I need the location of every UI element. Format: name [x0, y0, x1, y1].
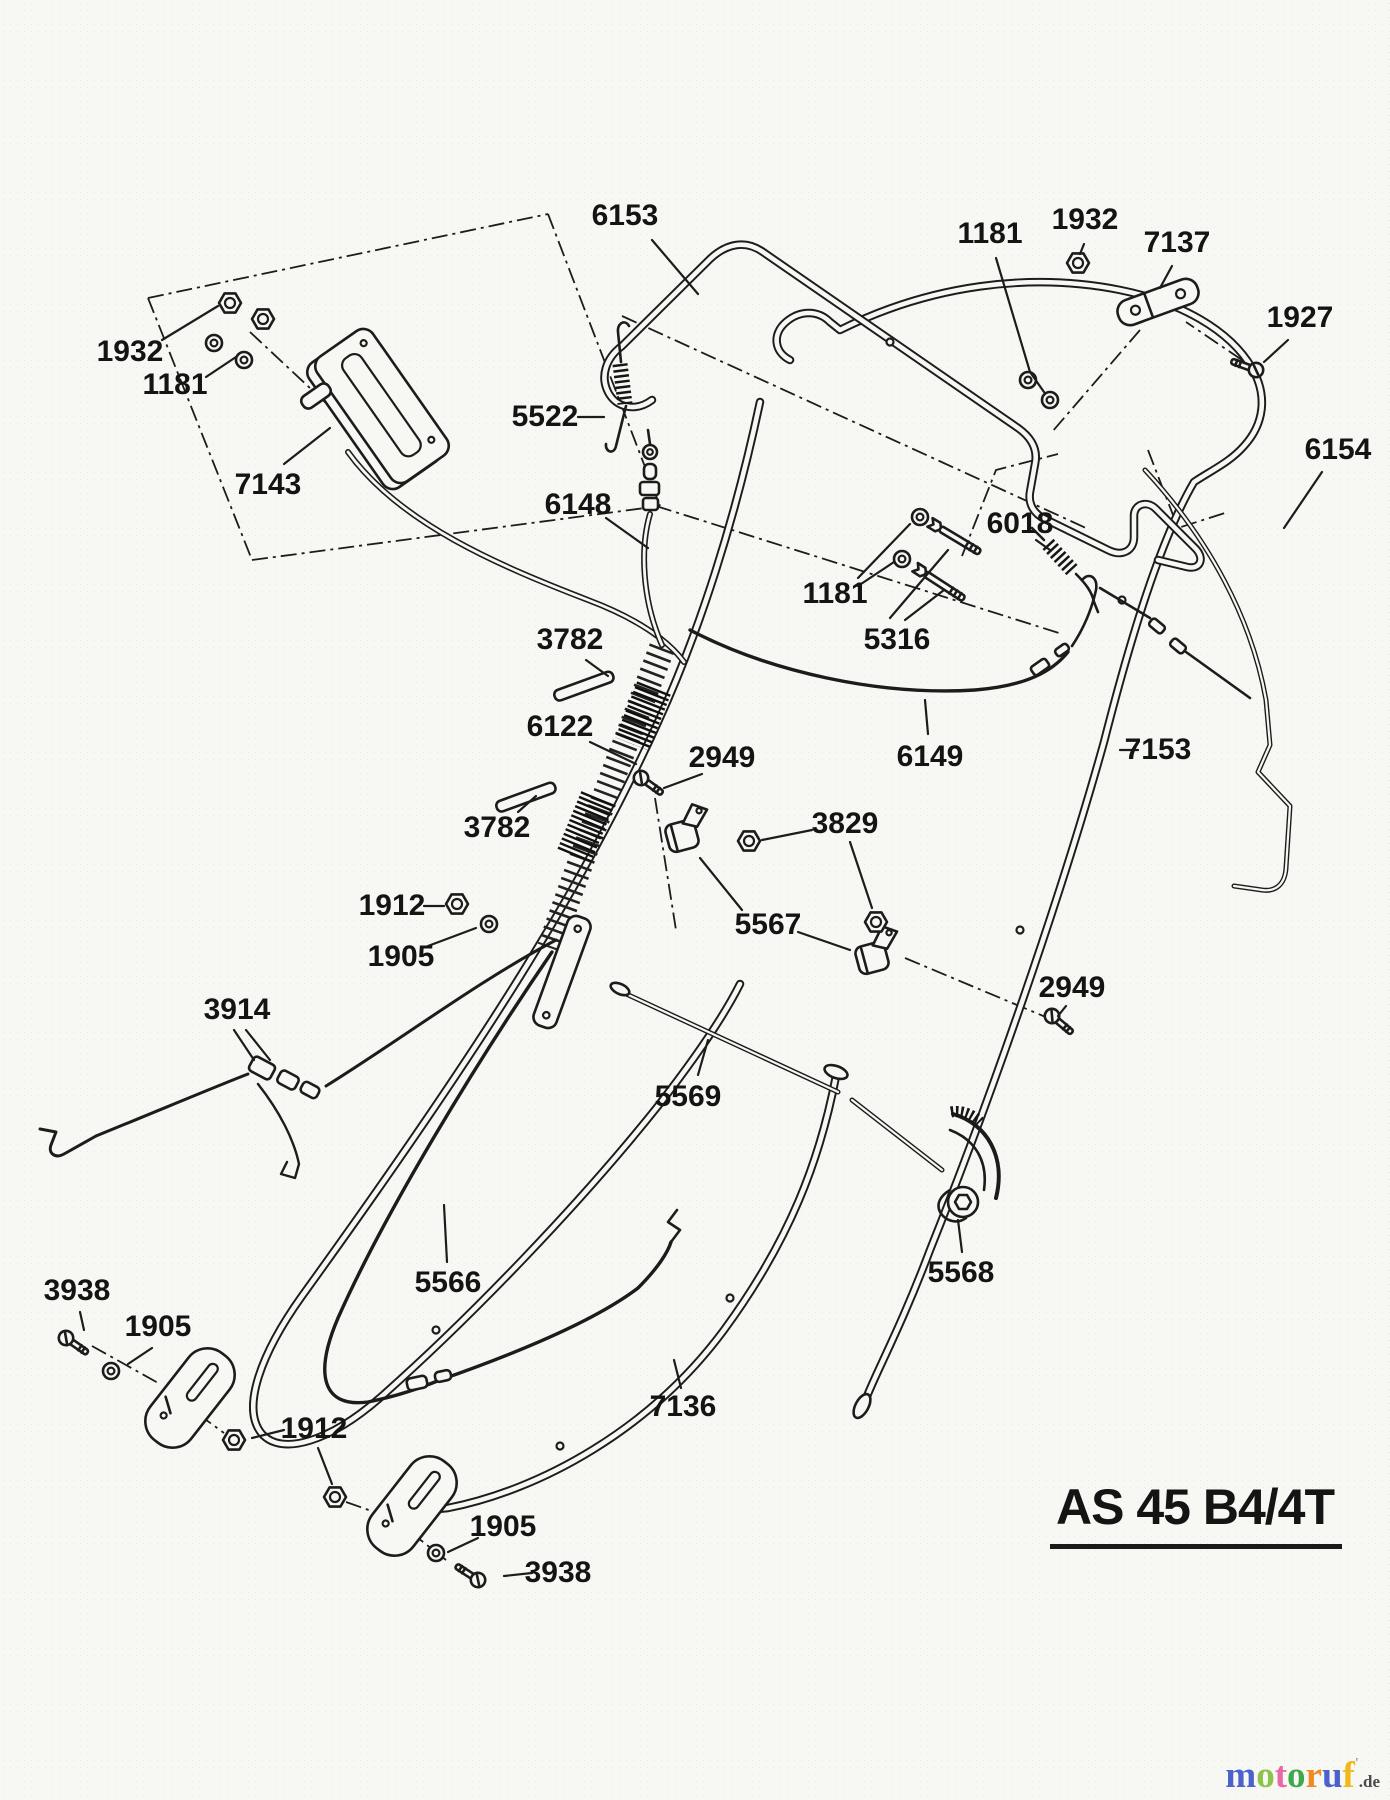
part-label-6148: 6148 — [544, 488, 612, 521]
part-label-3938: 3938 — [43, 1274, 111, 1307]
logo-suffix: .de — [1358, 1772, 1380, 1791]
part-label-3782: 3782 — [463, 811, 531, 844]
part-label-5569: 5569 — [654, 1080, 722, 1113]
part-label-1912: 1912 — [280, 1412, 348, 1445]
part-label-1181: 1181 — [957, 217, 1023, 250]
part-label-6018: 6018 — [986, 507, 1054, 540]
part-label-3829: 3829 — [811, 807, 879, 840]
logo-letter: o — [1287, 1755, 1306, 1796]
part-label-5316: 5316 — [863, 623, 931, 656]
logo-word — [1225, 1755, 1355, 1796]
part-label-7153: 7153 — [1124, 733, 1192, 766]
logo-mark: ' — [1354, 1756, 1359, 1771]
part-label-5522: 5522 — [511, 400, 579, 433]
watermark-logo — [1225, 1757, 1380, 1794]
part-label-2949: 2949 — [1038, 971, 1106, 1004]
part-label-7136: 7136 — [649, 1390, 717, 1423]
part-label-5568: 5568 — [927, 1256, 995, 1289]
part-label-7137: 7137 — [1143, 226, 1211, 259]
part-label-3914: 3914 — [203, 993, 271, 1026]
part-label-1927: 1927 — [1266, 301, 1334, 334]
part-label-1181: 1181 — [802, 577, 868, 610]
part-label-5566: 5566 — [414, 1266, 482, 1299]
part-label-1905: 1905 — [469, 1510, 537, 1543]
part-label-1905: 1905 — [367, 940, 435, 973]
part-label-1905: 1905 — [124, 1310, 192, 1343]
logo-letter: u — [1321, 1755, 1343, 1796]
model-designation: AS 45 B4/4T — [1050, 1478, 1342, 1549]
part-label-6153: 6153 — [591, 199, 659, 232]
logo-letter: o — [1256, 1755, 1275, 1796]
logo-letter: f — [1342, 1755, 1355, 1796]
part-label-6154: 6154 — [1304, 433, 1372, 466]
part-label-1181: 1181 — [142, 368, 208, 401]
part-label-6149: 6149 — [896, 740, 964, 773]
part-label-5567: 5567 — [734, 908, 802, 941]
part-label-1932: 1932 — [1051, 203, 1119, 236]
part-label-3938: 3938 — [524, 1556, 592, 1589]
part-label-6122: 6122 — [526, 710, 594, 743]
part-label-1912: 1912 — [358, 889, 426, 922]
part-label-2949: 2949 — [688, 741, 756, 774]
part-label-3782: 3782 — [536, 623, 604, 656]
logo-letter: r — [1305, 1755, 1322, 1796]
part-label-1932: 1932 — [96, 335, 164, 368]
part-label-7143: 7143 — [234, 468, 302, 501]
logo-letter: t — [1274, 1755, 1288, 1796]
logo-letter: m — [1225, 1755, 1257, 1796]
